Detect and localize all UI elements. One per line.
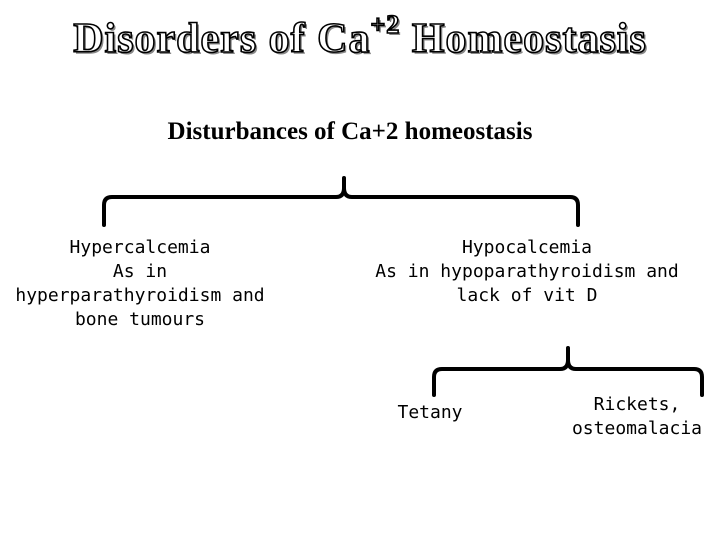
hypocalcemia-node (362, 236, 692, 308)
hypocalcemia-line-2: lack of vit D (456, 285, 598, 306)
diagram-root-label: Disturbances of Ca+2 homeostasis (167, 118, 533, 145)
title-main: Disorders of Ca (73, 16, 371, 62)
rickets-line-1: Rickets, (593, 394, 681, 415)
hypercalcemia-line-1: As in (112, 261, 168, 282)
title-rest: Homeostasis (400, 16, 647, 62)
hypercalcemia-line-3: bone tumours (74, 309, 206, 330)
rickets-line-2: osteomalacia (571, 418, 703, 439)
hypercalcemia-line-2: hyperparathyroidism and (15, 285, 265, 306)
hypocalcemia-title: Hypocalcemia (461, 237, 593, 258)
hypercalcemia-title: Hypercalcemia (69, 237, 211, 258)
main-bracket (104, 178, 578, 225)
hypocalcemia-bracket (434, 348, 702, 395)
tetany-label: Tetany (397, 402, 463, 423)
tetany-node (380, 401, 480, 425)
hypercalcemia-node (0, 236, 280, 332)
hypocalcemia-line-1: As in hypoparathyroidism and (375, 261, 679, 282)
title-superscript: +2 (370, 10, 401, 39)
rickets-node (562, 393, 712, 441)
